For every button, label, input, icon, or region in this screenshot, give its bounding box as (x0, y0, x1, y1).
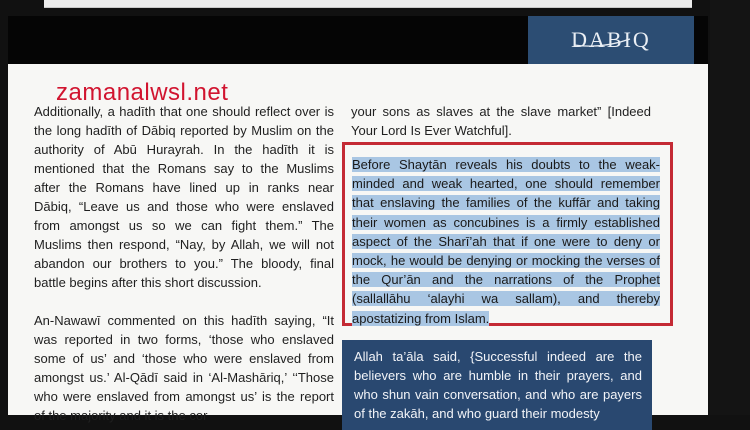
watermark-text: zamanalwsl.net (56, 79, 229, 106)
highlighted-callout-box (342, 142, 673, 326)
quran-quote-box (342, 340, 652, 430)
magazine-page[interactable] (8, 16, 708, 423)
selected-text-highlight[interactable]: Before Shaytān reveals his doubts to the weak-minded and weak hearted, one should remember that enslaving the families of the kuffār and taking their women as concubines is a firmly established aspect of the Sharī’ah that if one were to deny or mock, he would be denying or mocking the verses of the Qur’ān and the narrations of the Prophet (sallallāhu ‘alayhi wa sallam), and thereby apostatizing from Islam. (352, 157, 660, 326)
callout-paragraph[interactable] (352, 155, 660, 328)
left-paragraph-2: An-Nawawī commented on this hadīth saying, “It was reported in two forms, ‘those who enslaved some of us’ and ‘those who were enslaved from amongst us.’ Al-Qādī said in ‘Al-Mashāriq,’ ‘‘Those who were enslaved from amongst us’ is the report of the majority and it is the cor (34, 313, 334, 423)
brand-swoosh-icon (572, 36, 632, 48)
quote-text: Allah ta’āla said, {Successful indeed are the believers who are humble in their prayers, and who shun vain conversation, and who are payers of the zakāh, and who guard their modesty (354, 349, 642, 421)
right-column-continuation (351, 102, 651, 140)
left-column (34, 102, 334, 425)
viewer-right-margin (710, 0, 750, 415)
right-paragraph-continuation: your sons as slaves at the slave market” [Indeed Your Lord Is Ever Watchful]. (351, 104, 651, 138)
brand-logo: DABIQ (571, 27, 651, 52)
left-paragraph-1: Additionally, a hadīth that one should reflect over is the long hadīth of Dābiq reported by Muslim on the authority of Abū Hurayrah. In the hadīth it is mentioned that the Romans say to the Muslims after the Romans have lined up in ranks near Dābiq, “Leave us and those who were enslaved from amongst us so we can fight them.” The Muslims then respond, “Nay, by Allah, we will not abandon our brothers to you.” The bloody, final battle begins after this short discussion. (34, 104, 334, 290)
previous-page-edge[interactable] (44, 0, 692, 8)
viewer-left-margin (0, 0, 8, 415)
brand-box (528, 16, 694, 64)
